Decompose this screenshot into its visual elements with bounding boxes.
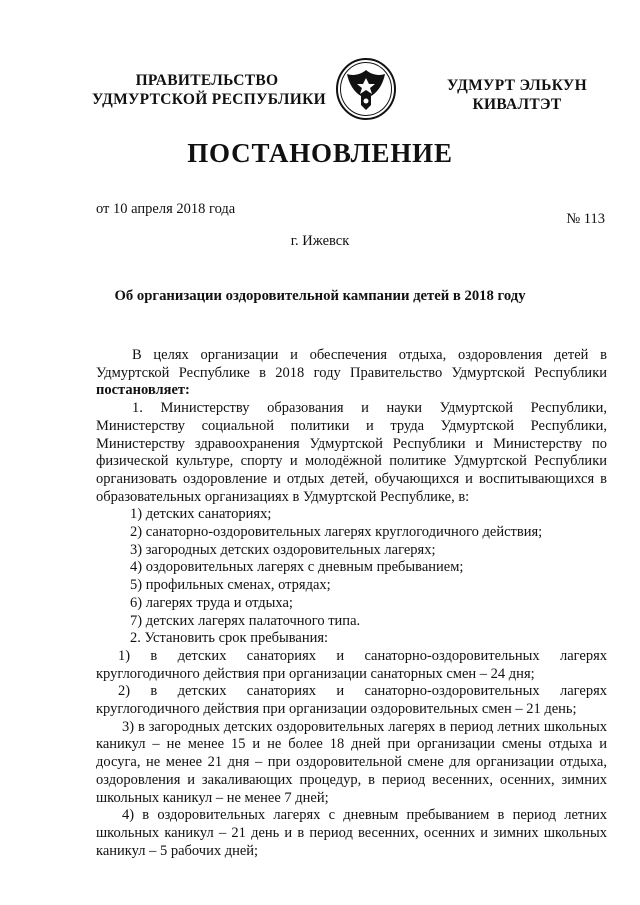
document-number: № 113 xyxy=(566,211,605,227)
udmurt-coat-of-arms-icon xyxy=(335,58,397,120)
list-item: 7) детских лагерях палаточного типа. xyxy=(130,612,361,629)
document-title: Об организации оздоровительной кампании детей в 2018 году xyxy=(114,288,526,304)
item1-paragraph: 1. Министерству образования и науки Удмуртской Республики, Министерству социальной политики и труда Удмуртской Республики, Министерству здравоохранения Удмуртской Республики и Министерству по физической культуре, спорту и молодёжной политике Удмуртской Республики организовать оздоровление и отдых детей, обучающихся и воспитывающихся в образовательных организациях в Удмуртской Республике, в: xyxy=(96,400,607,505)
document-date: от 10 апреля 2018 года xyxy=(96,201,236,217)
list-item: 6) лагерях труда и отдыха; xyxy=(130,594,293,611)
intro-paragraph xyxy=(96,347,607,400)
government-name-ru-line2: УДМУРТСКОЙ РЕСПУБЛИКИ xyxy=(92,91,327,108)
government-name-udm xyxy=(436,76,598,114)
list-item: 3) загородных детских оздоровительных лагерях; xyxy=(130,541,436,558)
list-item: 2) санаторно-оздоровительных лагерях круглогодичного действия; xyxy=(130,524,543,541)
government-name-ru-line1: ПРАВИТЕЛЬСТВО xyxy=(135,72,279,89)
list-item: 1) детских санаториях; xyxy=(130,506,272,523)
government-name-ru xyxy=(92,71,327,109)
intro-bold: постановляет: xyxy=(96,382,190,399)
list-item: 1) в детских санаториях и санаторно-оздоровительных лагерях круглогодичного действия при организации санаторных смен – 24 дня; xyxy=(96,647,607,682)
document-type: ПОСТАНОВЛЕНИЕ xyxy=(187,138,453,168)
list-item: 4) оздоровительных лагерях с дневным пребыванием; xyxy=(130,559,464,576)
list-item: 5) профильных сменах, отрядах; xyxy=(130,577,331,594)
item2-heading: 2. Установить срок пребывания: xyxy=(130,630,329,647)
list-item: 4) в оздоровительных лагерях с дневным пребыванием в период летних школьных каникул – 21 день и в период весенних, осенних и зимних школьных каникул – 5 рабочих дней; xyxy=(96,807,607,859)
government-name-udm-line1: УДМУРТ ЭЛЬКУН xyxy=(447,77,587,94)
document-body xyxy=(96,347,607,860)
government-name-udm-line2: КИВАЛТЭТ xyxy=(472,96,562,113)
list-item: 3) в загородных детских оздоровительных лагерях в период летних школьных каникул – не менее 15 и не более 18 дней при организации смены отдыха и досуга, не менее 21 дня – при оздоровительной смене для организации отдыха, оздоровления и закаливающих процедур, в период весенних, осенних, зимних школьных каникул – не менее 7 дней; xyxy=(96,718,607,806)
document-city: г. Ижевск xyxy=(290,233,350,249)
intro-text: В целях организации и обеспечения отдыха, оздоровления детей в Удмуртской Республике в 2018 году Правительство Удмуртской Республики xyxy=(96,347,607,381)
list-item: 2) в детских санаториях и санаторно-оздоровительных лагерях круглогодичного действия при организации оздоровительных смен – 21 день; xyxy=(96,683,607,718)
